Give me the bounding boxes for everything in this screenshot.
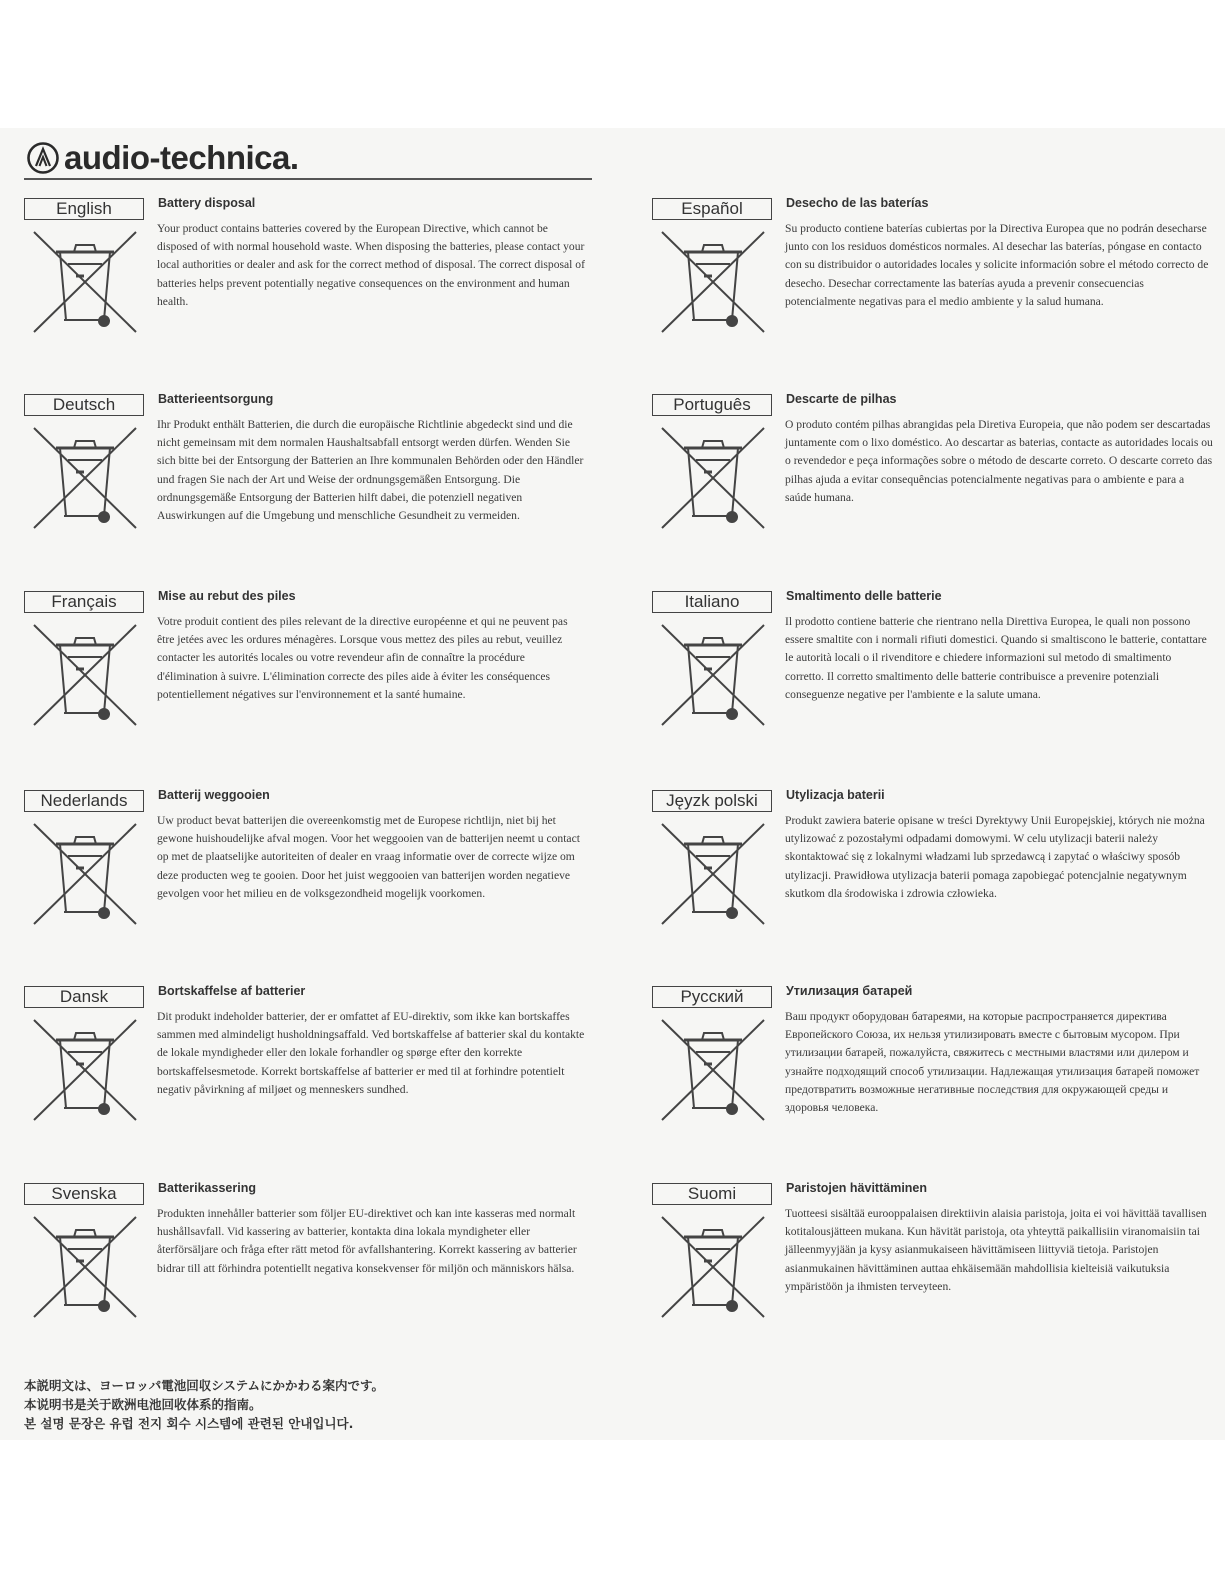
crossed-bin-icon	[658, 1016, 768, 1124]
section-body: Produkten innehåller batterier som följer EU-direktivet och kan inte kasseras med normalt hushållsavfall. Vid kassering av batterier, kontakta dina lokala myndigheter eller återförsäljare och fråga efter rätt metod för avfallshantering. Korrekt kassering av batterier bidrar till att förhindra potentiellt negativa konsekvenser för miljön och människors hälsa.	[157, 1207, 577, 1275]
crossed-bin-icon	[658, 424, 768, 532]
language-label: Jęyzk polski	[652, 790, 772, 812]
crossed-bin-icon	[30, 820, 140, 928]
language-label: Português	[652, 394, 772, 416]
section-block	[24, 394, 604, 574]
section-title: Smaltimento delle batterie	[786, 589, 942, 603]
section-body: Ваш продукт оборудован батареями, на которые распространяется директива Европейского Союза, их нельзя утилизировать вместе с бытовым мусором. При утилизации батарей, пожалуйста, свяжитесь с местными властями или дилером и узнайте подходящий способ утилизации. Надлежащая утилизация батарей поможет предотвратить возможные негативные последствия для окружающей среды и здоровья человека.	[785, 1010, 1200, 1115]
header-rule	[24, 178, 592, 180]
section-body: Tuotteesi sisältää eurooppalaisen direktiivin alaisia paristoja, joita ei voi hävittää tavallisen kotitalousjätteen mukana. Kun hävität paristoja, ota yhteyttä paikallisiin viranomaisiin tai jälleenmyyjään ja kysy asianmukaiseen hävittämiseen liittyviä tietoja. Paristojen asianmukainen hävittäminen auttaa ehkäisemään mahdollisia kielteisiä vaikutuksia ympäristöön ja ihmisten terveyteen.	[785, 1207, 1207, 1293]
crossed-bin-icon	[658, 820, 768, 928]
crossed-bin-icon	[658, 621, 768, 729]
section-block	[652, 591, 1225, 771]
crossed-bin-icon	[30, 1213, 140, 1321]
section-body: Il prodotto contiene batterie che rientrano nella Direttiva Europea, le quali non possono essere smaltite con i normali rifiuti domestici. Quando si smaltiscono le batterie, contattare le autorità locali o il rivenditore e chiedere informazioni sul metodo di smaltimento corretto. Il corretto smaltimento delle batterie contribuisce a prevenire potenziali conseguenze negative per l'ambiente e la salute umana.	[785, 615, 1207, 701]
language-label: Français	[24, 591, 144, 613]
section-body: O produto contém pilhas abrangidas pela Diretiva Europeia, que não podem ser descartadas juntamente com o lixo doméstico. Ao descartar as baterias, contacte as autoridades locais ou o revendedor e peça informações sobre o método de descarte correto. O descarte correto das pilhas ajuda a evitar consequências potencialmente negativas para o ambiente e para a saúde humana.	[785, 418, 1213, 504]
footer-note-japanese: 本説明文は、ヨーロッパ電池回収システムにかかわる案内です。	[24, 1378, 385, 1393]
crossed-bin-icon	[658, 228, 768, 336]
brand-name: audio-technica.	[64, 139, 299, 176]
section-title: Bortskaffelse af batterier	[158, 984, 306, 998]
language-label: Suomi	[652, 1183, 772, 1205]
footer-note-korean: 본 설명 문장은 유럽 전지 회수 시스템에 관련된 안내입니다.	[24, 1416, 354, 1431]
section-block	[24, 790, 604, 970]
section-title: Batterij weggooien	[158, 788, 270, 802]
section-body: Your product contains batteries covered by the European Directive, which cannot be disposed of with normal household waste. When disposing the batteries, please contact your local authorities or dealer and ask for the correct method of disposal. The correct disposal of batteries helps prevent potentially negative consequences on the environment and human health.	[157, 222, 585, 308]
section-title: Descarte de pilhas	[786, 392, 897, 406]
crossed-bin-icon	[658, 1213, 768, 1321]
section-title: Mise au rebut des piles	[158, 589, 296, 603]
language-label: Nederlands	[24, 790, 144, 812]
section-block	[652, 1183, 1225, 1363]
section-body: Su producto contiene baterías cubiertas por la Directiva Europea que no podrán desecharse junto con los residuos domésticos normales. Al desechar las baterías, póngase en contacto con su distribuidor o autoridades locales y solicite información sobre el método correcto de desecho. Desechar correctamente las baterías ayuda a prevenir consecuencias potencialmente negativas para el medio ambiente y la salud humana.	[785, 222, 1209, 308]
section-block	[652, 198, 1225, 378]
section-block	[652, 394, 1225, 574]
section-title: Утилизация батарей	[786, 984, 913, 998]
section-title: Utylizacja baterii	[786, 788, 885, 802]
section-body: Dit produkt indeholder batterier, der er omfattet af EU-direktiv, som ikke kan bortskaffes sammen med almindeligt husholdningsaffald. Ved bortskaffelse af batterier skal du kontakte de lokale myndigheder eller den lokale forhandler og spørge efter den korrekte bortskaffelsesmetode. Korrekt bortskaffelse af batterier er med til at forhindre potentielt negativ påvirkning af miljøet og menneskers sundhed.	[157, 1010, 585, 1096]
language-label: English	[24, 198, 144, 220]
language-label: Deutsch	[24, 394, 144, 416]
language-label: Svenska	[24, 1183, 144, 1205]
audio-technica-logo-icon	[26, 141, 60, 175]
brand-logo	[26, 138, 299, 178]
crossed-bin-icon	[30, 1016, 140, 1124]
section-block	[652, 986, 1225, 1166]
crossed-bin-icon	[30, 621, 140, 729]
section-title: Batterieentsorgung	[158, 392, 274, 406]
section-title: Battery disposal	[158, 196, 256, 210]
section-block	[24, 198, 604, 378]
section-title: Batterikassering	[158, 1181, 256, 1195]
language-label: Dansk	[24, 986, 144, 1008]
language-label: Español	[652, 198, 772, 220]
crossed-bin-icon	[30, 424, 140, 532]
section-block	[24, 591, 604, 771]
footer-note-chinese: 本说明书是关于欧洲电池回收体系的指南。	[24, 1397, 262, 1412]
section-block	[24, 986, 604, 1166]
section-body: Ihr Produkt enthält Batterien, die durch die europäische Richtlinie abgedeckt sind und die nicht gemeinsam mit dem normalen Haushaltsabfall entsorgt werden dürfen. Wenden Sie sich bitte bei der Entsorgung der Batterien an Ihre kommunalen Behörden oder den Händler und fragen Sie nach der Art und Weise der ordnungsgemäßen Entsorgung. Die ordnungsgemäße Entsorgung der Batterien hilft dabei, die potenziell negativen Auswirkungen auf die Umgebung und menschliche Gesundheit zu vermeiden.	[157, 418, 584, 523]
language-label: Русский	[652, 986, 772, 1008]
language-label: Italiano	[652, 591, 772, 613]
section-title: Paristojen hävittäminen	[786, 1181, 928, 1195]
section-body: Uw product bevat batterijen die overeenkomstig met de Europese richtlijn, niet bij het gewone huishoudelijke afval mogen. Voor het weggooien van de batterijen neemt u contact op met de plaatselijke autoriteiten of dealer en vraag informatie over de correcte wijze om deze producten weg te gooien. Door het juist weggooien van batterijen worden negatieve gevolgen voor het milieu en de volksgezondheid mogelijk voorkomen.	[157, 814, 580, 900]
crossed-bin-icon	[30, 228, 140, 336]
section-block	[24, 1183, 604, 1363]
section-title: Desecho de las baterías	[786, 196, 929, 210]
section-body: Produkt zawiera baterie opisane w treści Dyrektywy Unii Europejskiej, których nie można utylizować z pozostałymi odpadami domowymi. W celu utylizacji baterii należy skontaktować się z lokalnymi władzami lub sprzedawcą i zapytać o właściwy sposób utylizacji. Prawidłowa utylizacja baterii pomaga zapobiegać potencjalnie negatywnym skutkom dla środowiska i zdrowia człowieka.	[785, 814, 1205, 900]
section-block	[652, 790, 1225, 970]
footer-notes	[24, 1376, 384, 1433]
section-body: Votre produit contient des piles relevant de la directive européenne et qui ne peuvent pas être jetées avec les ordures ménagères. Lorsque vous mettez des piles au rebut, veuillez contacter les autorités locales ou votre revendeur afin de connaître la procédure d'élimination à suivre. L'élimination correcte des piles aide à éviter les conséquences potentiellement négatives sur l'environnement et la santé humaine.	[157, 615, 568, 701]
